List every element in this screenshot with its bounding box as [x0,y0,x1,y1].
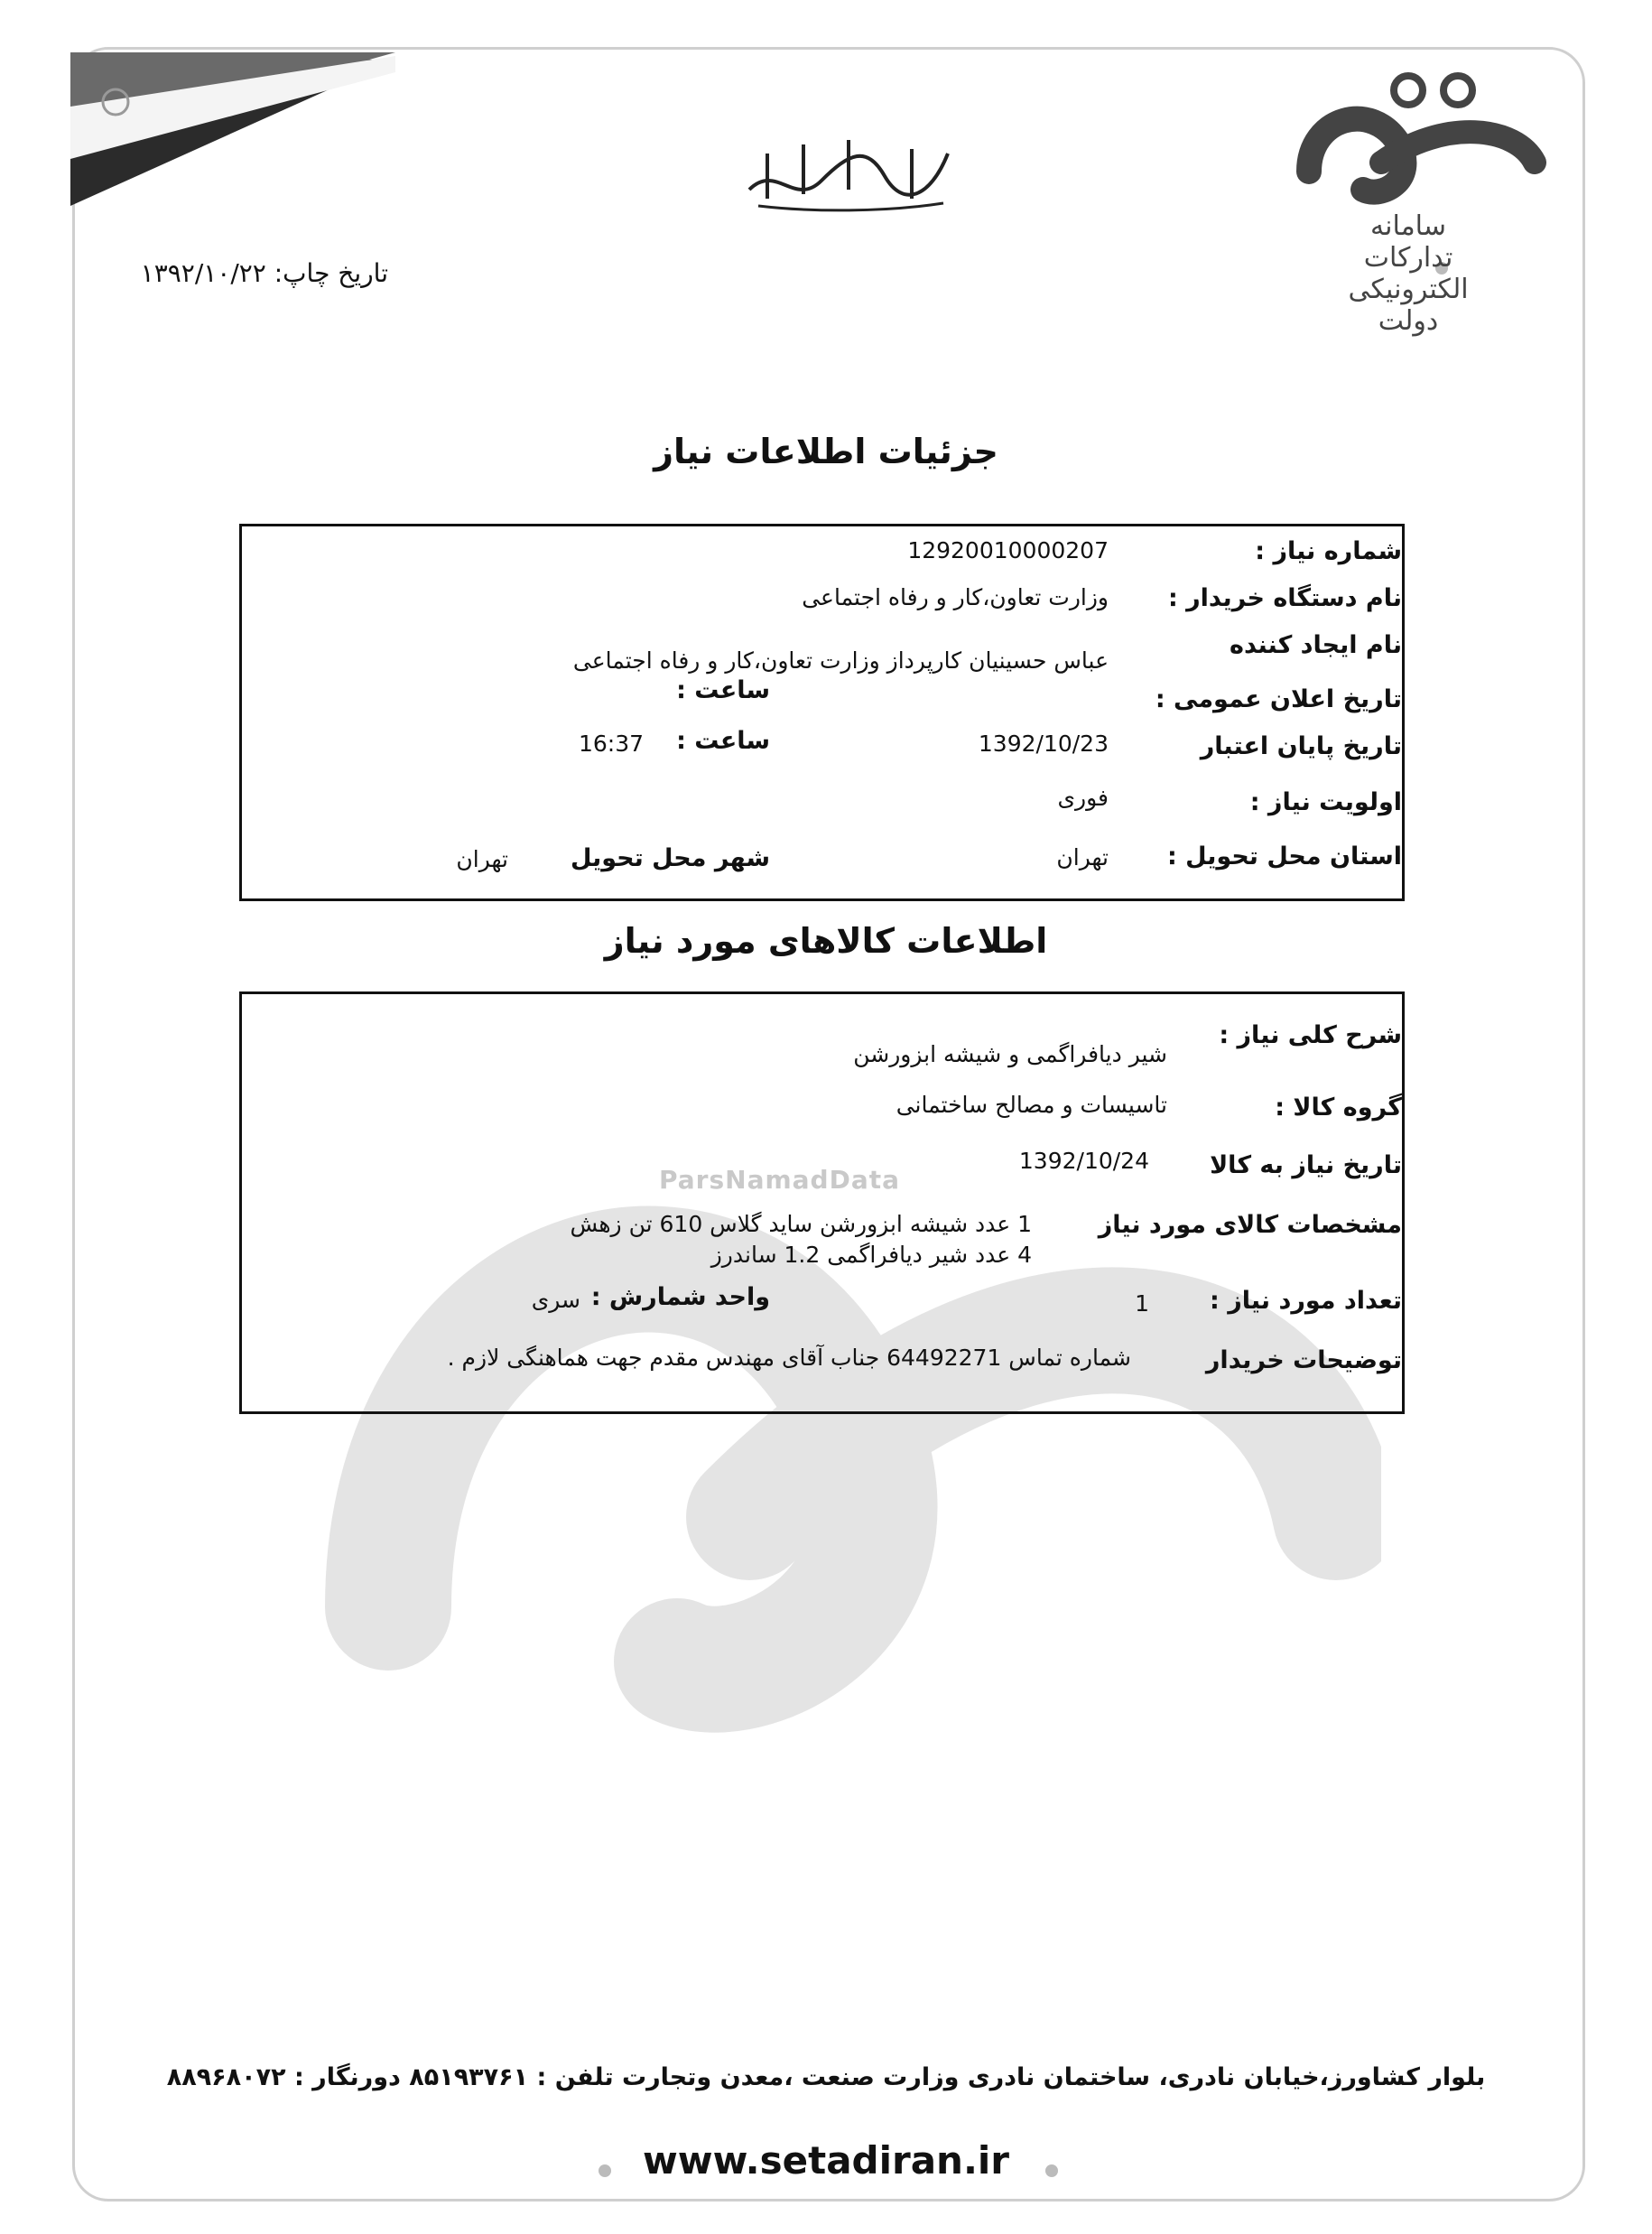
qty-label: تعداد مورد نیاز : [1210,1287,1402,1315]
need-number-row [1255,537,1402,565]
qty-value: 1 [1135,1290,1149,1317]
iran-flag-emblem [70,52,395,206]
print-date [141,258,388,288]
goods-box [239,991,1405,1414]
city-label: شهر محل تحویل [570,844,770,872]
creator-label: نام ایجاد کننده [1230,631,1402,659]
desc-value: شیر دیافراگمی و شیشه ابزورشن [853,1041,1167,1067]
desc-label: شرح کلی نیاز : [1219,1021,1402,1049]
priority-value: فوری [1057,785,1109,811]
province-row [1167,842,1402,870]
announce-time-label: ساعت : [676,676,770,704]
province-value: تهران [1056,844,1109,870]
basmala-calligraphy [740,126,957,217]
specs-label: مشخصات کالای مورد نیاز [1098,1211,1402,1239]
city-value: تهران [456,846,508,872]
buyer-row [1168,584,1402,612]
unit-value: سری [531,1287,580,1313]
need-date-value: 1392/10/24 [1018,1148,1149,1174]
need-number-label: شماره نیاز : [1255,537,1402,565]
priority-label: اولویت نیاز : [1249,788,1402,816]
spec-line-1: 1 عدد شیشه ابزورشن ساید گلاس 610 تن زهش [570,1211,1032,1237]
buyer-value: وزارت تعاون،کار و رفاه اجتماعی [802,584,1109,610]
group-label: گروه کالا : [1275,1094,1402,1122]
logo-text-2: تدارکات [1363,242,1453,274]
priority-row [1250,788,1402,816]
setad-logo [1273,63,1562,352]
creator-value: عباس حسینیان کارپرداز وزارت تعاون،کار و رفاه اجتماعی [572,647,1109,674]
expiry-time-value: 16:37 [578,731,644,757]
creator-row [1230,631,1402,659]
announce-date-row [1155,685,1402,713]
watermark-text: ParsNamadData [659,1165,900,1195]
print-date-label: تاریخ چاپ: [274,258,388,288]
footer-url[interactable]: www.setadiran.ir [642,2138,1010,2183]
buyer-notes-label: توضیحات خریدار [1205,1346,1402,1374]
buyer-notes-value: شماره تماس 64492271 جناب آقای مهندس مقدم جهت هماهنگی لازم . [447,1345,1131,1371]
logo-text-4: دولت [1378,305,1439,337]
need-date-label: تاریخ نیاز به کالا [1210,1151,1402,1179]
details-title: جزئیات اطلاعات نیاز [654,432,998,471]
buyer-label: نام دستگاه خریدار : [1167,584,1402,612]
print-date-value: ۱۳۹۲/۱۰/۲۲ [140,258,266,288]
footer-address: بلوار کشاورز،خیابان نادری، ساختمان نادری وزارت صنعت ،معدن وتجارت تلفن : ۸۵۱۹۳۷۶۱ دورنگار : ۸۸۹۶۸۰۷۲ [166,2063,1486,2091]
province-label: استان محل تحویل : [1166,842,1402,870]
unit-label: واحد شمارش : [590,1283,770,1311]
group-value: تاسیسات و مصالح ساختمانی [896,1092,1167,1118]
details-box [239,524,1405,901]
expiry-date-label: تاریخ پایان اعتبار [1200,732,1402,760]
logo-text-1: سامانه [1370,210,1446,242]
need-number-value: 12920010000207 [907,537,1109,563]
logo-text-3: الکترونیکی [1348,274,1469,305]
expiry-date-row [1201,732,1402,760]
spec-line-2: 4 عدد شیر دیافراگمی 1.2 ساندرز [710,1242,1032,1268]
goods-title: اطلاعات کالاهای مورد نیاز [604,921,1048,961]
announce-date-label: تاریخ اعلان عمومی : [1155,685,1402,713]
expiry-date-value: 1392/10/23 [978,731,1109,757]
expiry-time-label: ساعت : [676,727,770,755]
